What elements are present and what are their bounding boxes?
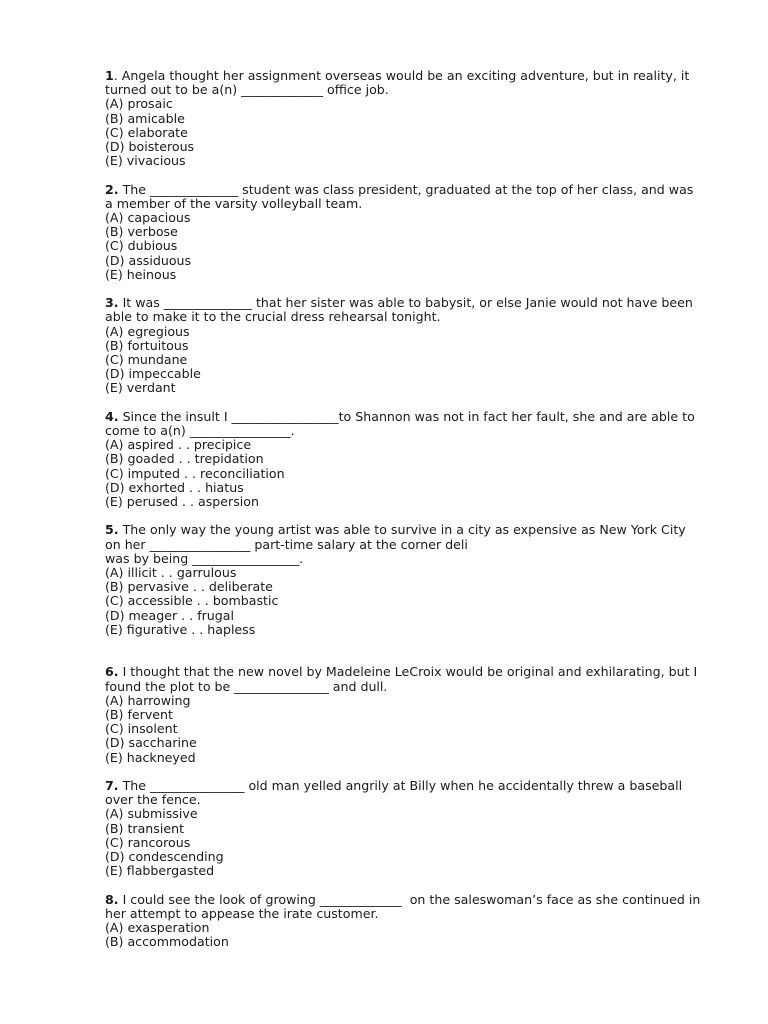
question-number: 4. [105, 408, 119, 424]
answer-option: (B) transient [105, 820, 185, 836]
question-text: Since the insult I _________________to Shannon was not in fact her fault, she and are able to come to a(n) ________________. [105, 408, 699, 439]
question-number: 7. [105, 778, 119, 794]
answer-option: (D) condescending [105, 849, 224, 865]
answer-option: (D) assiduous [105, 252, 192, 268]
answer-option: (E) hackneyed [105, 749, 196, 765]
answer-option: (B) goaded . . trepidation [105, 451, 264, 467]
answer-option: (C) mundane [105, 352, 188, 368]
answer-option: (A) aspired . . precipice [105, 437, 252, 453]
question-stem [105, 665, 705, 693]
worksheet-page [105, 69, 705, 949]
answer-option: (C) dubious [105, 238, 178, 254]
question-stem [105, 410, 705, 438]
answer-option: (A) illicit . . garrulous [105, 565, 237, 581]
answer-option: (C) imputed . . reconciliation [105, 465, 285, 481]
answer-option: (B) accommodation [105, 934, 229, 950]
answer-option: (E) flabbergasted [105, 863, 215, 879]
question-7 [105, 779, 705, 878]
question-3 [105, 296, 705, 395]
answer-option: (E) vivacious [105, 153, 186, 169]
question-8 [105, 893, 705, 950]
question-stem [105, 183, 705, 211]
question-text: I could see the look of growing _____________ on the saleswoman’s face as she continued in her attempt to appease the irate customer. [105, 891, 705, 921]
answer-option: (A) submissive [105, 806, 198, 822]
answer-option: (A) exasperation [105, 920, 210, 936]
answer-option: (A) harrowing [105, 692, 191, 708]
question-stem [105, 893, 705, 921]
answer-option: (E) heinous [105, 266, 177, 282]
question-text: Angela thought her assignment overseas would be an exciting adventure, but in reality, it turned out to be a(n) _____________ office job. [105, 68, 694, 98]
question-text: The _______________ old man yelled angrily at Billy when he accidentally threw a baseball over the fence. [105, 778, 687, 808]
question-number: 6. [105, 664, 119, 680]
answer-option: (B) fortuitous [105, 337, 189, 353]
question-text: The only way the young artist was able to survive in a city as expensive as New York City on her ________________ part-time salary at the corner deli was by being _________________. [105, 522, 686, 566]
answer-option: (D) boisterous [105, 139, 195, 155]
question-2 [105, 183, 705, 282]
question-number: 1 [105, 68, 114, 83]
question-text: It was ______________ that her sister was able to babysit, or else Janie would not have been able to make it to the crucial dress rehearsal tonight. [105, 295, 697, 325]
answer-option: (A) capacious [105, 210, 191, 226]
answer-option: (A) egregious [105, 323, 190, 339]
question-4 [105, 410, 705, 509]
question-5 [105, 523, 705, 637]
answer-option: (E) perused . . aspersion [105, 494, 259, 510]
question-stem [105, 296, 705, 324]
question-number: 3. [105, 295, 119, 311]
question-text: I thought that the new novel by Madeleine LeCroix would be original and exhilarating, but I found the plot to be _______________ and dull. [105, 664, 702, 694]
question-stem [105, 523, 705, 566]
question-stem [105, 69, 705, 97]
answer-option: (D) exhorted . . hiatus [105, 479, 244, 495]
answer-option: (D) meager . . frugal [105, 607, 234, 623]
answer-option: (D) saccharine [105, 735, 197, 751]
answer-option: (A) prosaic [105, 96, 173, 112]
question-text: The ______________ student was class president, graduated at the top of her class, and was a member of the varsity volleyball team. [105, 181, 698, 211]
question-number: 2. [105, 181, 119, 197]
question-number-separator: . [113, 68, 118, 83]
answer-option: (B) amicable [105, 110, 185, 126]
answer-option: (C) insolent [105, 721, 178, 737]
answer-option: (C) accessible . . bombastic [105, 593, 279, 609]
answer-option: (B) verbose [105, 224, 178, 240]
answer-option: (C) rancorous [105, 834, 191, 850]
question-stem [105, 779, 705, 807]
answer-option: (E) verdant [105, 380, 176, 396]
question-number: 5. [105, 522, 119, 538]
answer-option: (B) fervent [105, 707, 173, 723]
answer-option: (B) pervasive . . deliberate [105, 579, 273, 595]
question-number: 8. [105, 891, 119, 907]
question-1 [105, 69, 705, 168]
answer-option: (C) elaborate [105, 124, 188, 140]
answer-option: (E) figurative . . hapless [105, 621, 256, 637]
question-6 [105, 665, 705, 764]
answer-option: (D) impeccable [105, 366, 201, 382]
